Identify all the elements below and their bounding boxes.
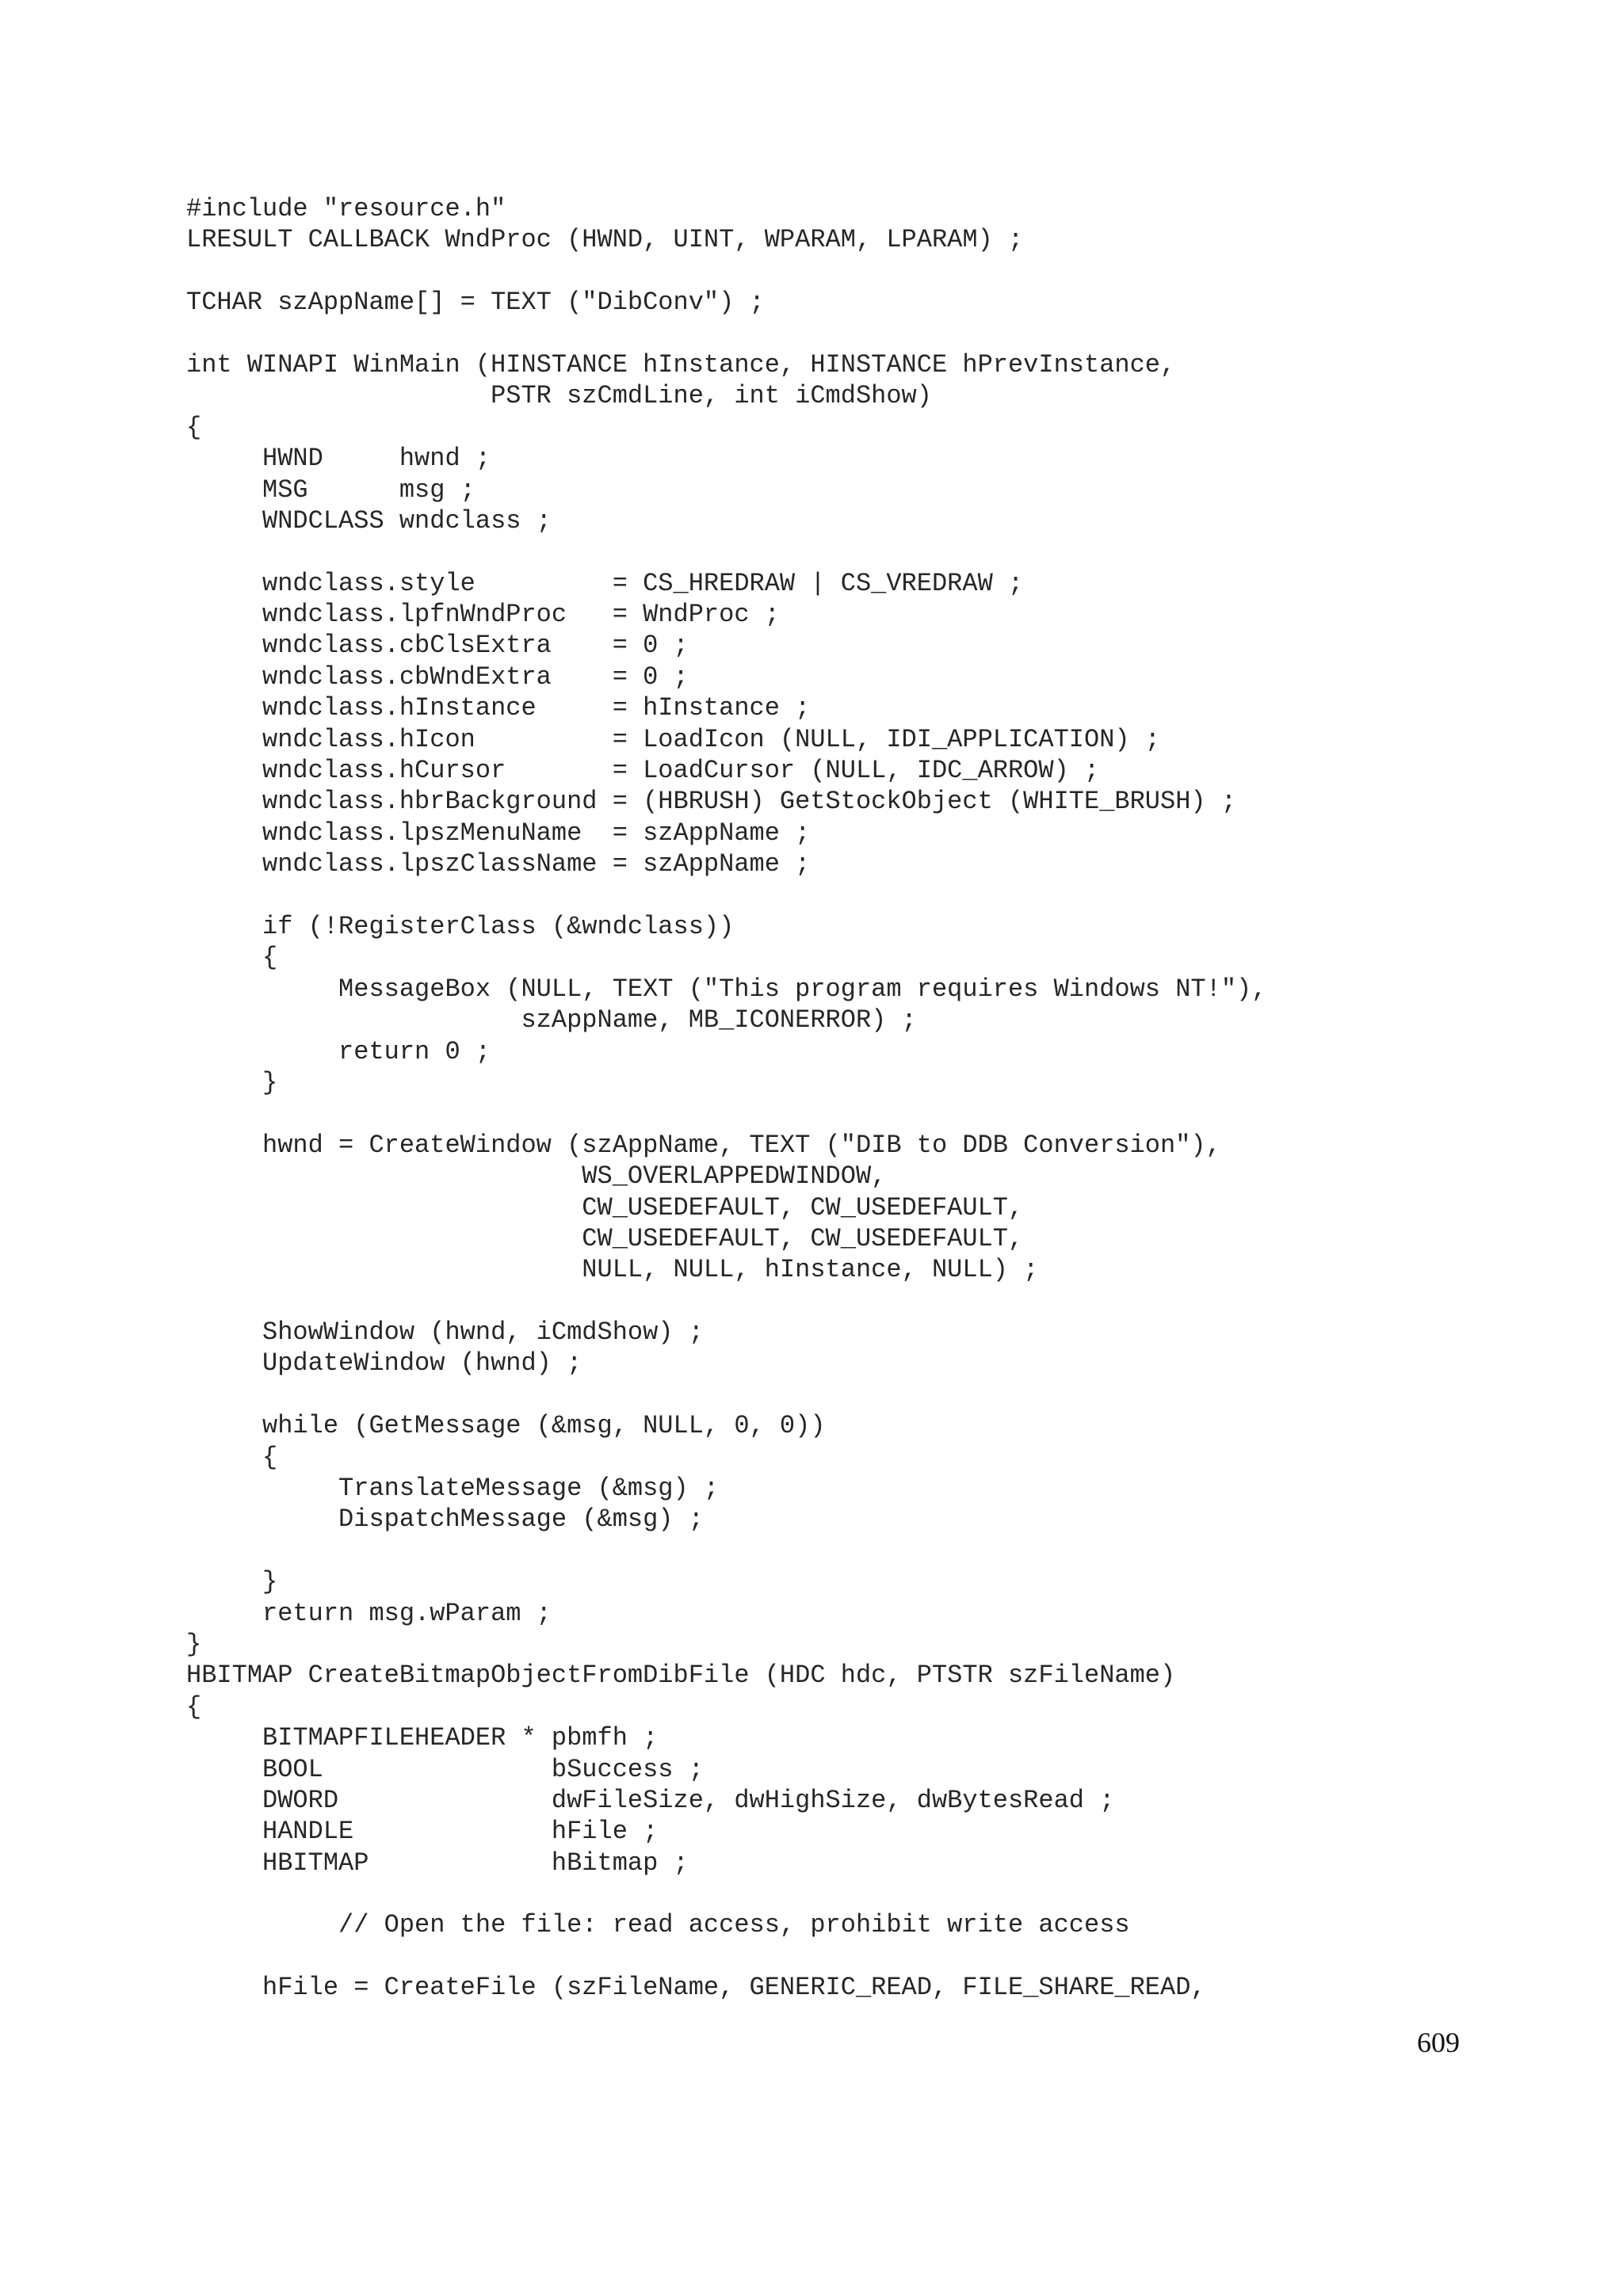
code-line: wndclass.hInstance = hInstance ; <box>186 693 811 723</box>
code-line: return 0 ; <box>186 1036 491 1066</box>
code-line: wndclass.lpszMenuName = szAppName ; <box>186 818 811 848</box>
code-line: if (!RegisterClass (&wndclass)) <box>186 911 735 941</box>
code-line <box>186 880 1266 911</box>
code-listing <box>186 193 1266 2004</box>
code-line: PSTR szCmdLine, int iCmdShow) <box>186 381 932 411</box>
code-line: } <box>186 1067 278 1097</box>
code-line <box>186 1941 1266 1972</box>
code-line: HANDLE hFile ; <box>186 1817 659 1847</box>
code-line: DispatchMessage (&msg) ; <box>186 1505 704 1535</box>
code-line: } <box>186 1567 278 1597</box>
code-line: // Open the file: read access, prohibit write access <box>186 1910 1130 1940</box>
code-line <box>186 1878 1266 1909</box>
code-line: UpdateWindow (hwnd) ; <box>186 1348 582 1379</box>
code-line: WS_OVERLAPPEDWINDOW, <box>186 1161 887 1192</box>
code-line: TCHAR szAppName[] = TEXT ("DibConv") ; <box>186 288 765 318</box>
code-line: NULL, NULL, hInstance, NULL) ; <box>186 1255 1039 1285</box>
code-line: BOOL bSuccess ; <box>186 1754 704 1784</box>
code-line: { <box>186 943 278 973</box>
code-line <box>186 1098 1266 1129</box>
code-line: wndclass.cbWndExtra = 0 ; <box>186 662 689 692</box>
code-line: CW_USEDEFAULT, CW_USEDEFAULT, <box>186 1192 1024 1222</box>
code-line: { <box>186 1691 202 1722</box>
code-line: MSG msg ; <box>186 475 475 505</box>
code-line: wndclass.cbClsExtra = 0 ; <box>186 631 689 661</box>
code-line: wndclass.style = CS_HREDRAW | CS_VREDRAW ; <box>186 568 1024 598</box>
code-line: while (GetMessage (&msg, NULL, 0, 0)) <box>186 1411 826 1441</box>
code-line: BITMAPFILEHEADER * pbmfh ; <box>186 1723 659 1753</box>
code-line: int WINAPI WinMain (HINSTANCE hInstance, HINSTANCE hPrevInstance, <box>186 349 1176 379</box>
code-line: TranslateMessage (&msg) ; <box>186 1474 720 1504</box>
code-line: { <box>186 1442 278 1472</box>
code-line: hwnd = CreateWindow (szAppName, TEXT ("DIB to DDB Conversion"), <box>186 1130 1221 1160</box>
code-line <box>186 1535 1266 1566</box>
code-line: LRESULT CALLBACK WndProc (HWND, UINT, WPARAM, LPARAM) ; <box>186 225 1024 255</box>
code-line: wndclass.hbrBackground = (HBRUSH) GetStockObject (WHITE_BRUSH) ; <box>186 787 1237 817</box>
page-number: 609 <box>1417 2027 1460 2058</box>
code-line <box>186 1379 1266 1410</box>
code-line: HBITMAP hBitmap ; <box>186 1848 689 1878</box>
code-line: hFile = CreateFile (szFileName, GENERIC_READ, FILE_SHARE_READ, <box>186 1973 1206 2003</box>
code-line: } <box>186 1629 202 1659</box>
code-line: wndclass.hIcon = LoadIcon (NULL, IDI_APPLICATION) ; <box>186 724 1160 754</box>
code-line: HBITMAP CreateBitmapObjectFromDibFile (HDC hdc, PTSTR szFileName) <box>186 1661 1176 1691</box>
code-line <box>186 536 1266 567</box>
code-line: szAppName, MB_ICONERROR) ; <box>186 1005 917 1035</box>
code-line <box>186 1286 1266 1317</box>
code-line: return msg.wParam ; <box>186 1598 552 1628</box>
code-line <box>186 256 1266 287</box>
code-line: wndclass.hCursor = LoadCursor (NULL, IDC_ARROW) ; <box>186 756 1100 786</box>
code-line: #include "resource.h" <box>186 194 506 223</box>
code-line: ShowWindow (hwnd, iCmdShow) ; <box>186 1318 704 1348</box>
code-line: DWORD dwFileSize, dwHighSize, dwBytesRead ; <box>186 1785 1115 1815</box>
code-line: wndclass.lpszClassName = szAppName ; <box>186 849 811 879</box>
code-line: wndclass.lpfnWndProc = WndProc ; <box>186 600 780 630</box>
code-line: HWND hwnd ; <box>186 444 491 474</box>
code-line: { <box>186 412 202 442</box>
code-line <box>186 318 1266 349</box>
code-line: MessageBox (NULL, TEXT ("This program requires Windows NT!"), <box>186 974 1267 1004</box>
code-line: CW_USEDEFAULT, CW_USEDEFAULT, <box>186 1223 1024 1253</box>
code-line: WNDCLASS wndclass ; <box>186 505 552 536</box>
